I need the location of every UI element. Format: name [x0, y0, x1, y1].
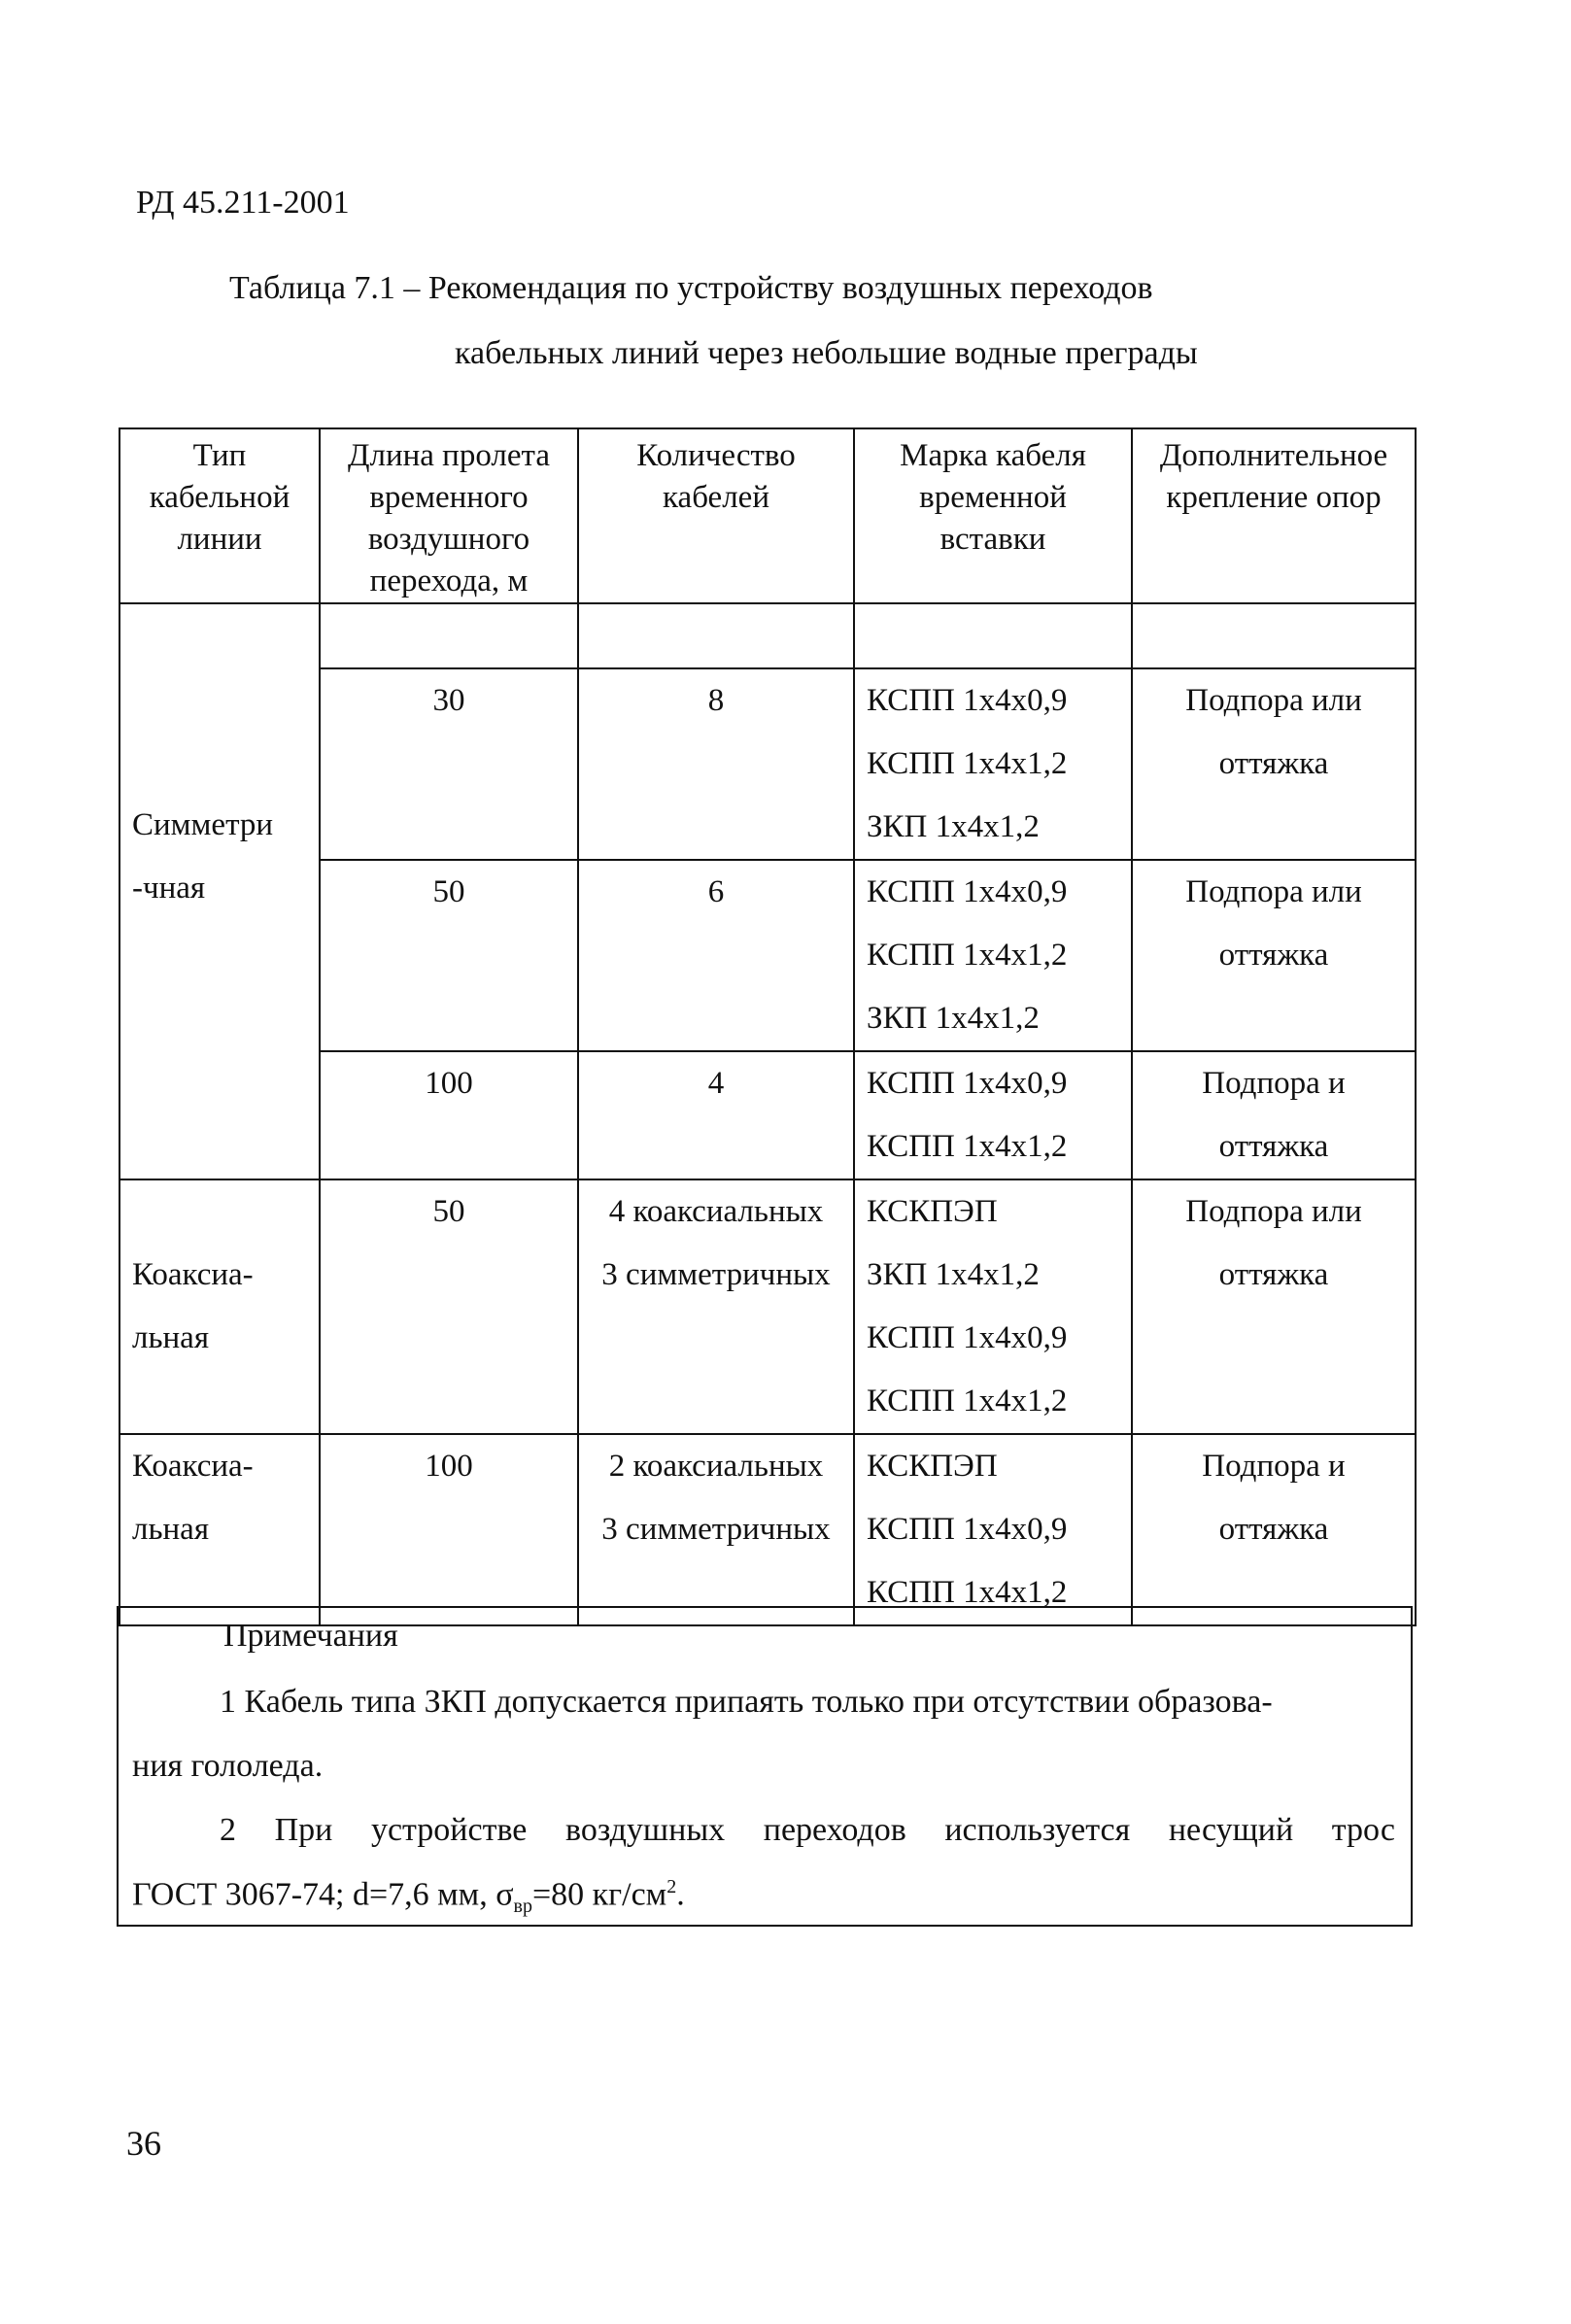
span-cell: 50: [320, 1179, 578, 1434]
document-code: РД 45.211-2001: [136, 185, 350, 221]
span-cell: 30: [320, 668, 578, 860]
type-cell-coaxial: Коаксиа- льная: [120, 1179, 320, 1434]
span-cell: 50: [320, 860, 578, 1051]
count-cell: 2 коаксиальных 3 симметричных: [578, 1434, 854, 1625]
fixing-cell: Подпора или оттяжка: [1132, 668, 1416, 860]
spacer-row: [120, 603, 1416, 668]
note-2-line1: 2 При устройстве воздушных переходов используется несущий трос: [220, 1812, 1395, 1848]
column-header-span: Длина пролета временного воздушного перехода, м: [320, 428, 578, 603]
count-cell: 4: [578, 1051, 854, 1179]
table-header-row: [120, 428, 1416, 603]
count-cell: 6: [578, 860, 854, 1051]
count-cell: 4 коаксиальных 3 симметричных: [578, 1179, 854, 1434]
table-caption-line1: Таблица 7.1 – Рекомендация по устройству воздушных переходов: [229, 270, 1153, 306]
fixing-cell: Подпора и оттяжка: [1132, 1051, 1416, 1179]
notes-title: Примечания: [223, 1618, 398, 1654]
table-row: [120, 1179, 1416, 1434]
cable-crossing-table: [119, 427, 1417, 1626]
brand-cell: КСПП 1х4х0,9 КСПП 1х4х1,2 ЗКП 1х4х1,2: [854, 668, 1132, 860]
brand-cell: КСКПЭП ЗКП 1х4х1,2 КСПП 1х4х0,9 КСПП 1х4х1,2: [854, 1179, 1132, 1434]
fixing-cell: Подпора или оттяжка: [1132, 860, 1416, 1051]
column-header-brand: Марка кабеля временной вставки: [854, 428, 1132, 603]
fixing-cell: Подпора и оттяжка: [1132, 1434, 1416, 1625]
table-row: [120, 1434, 1416, 1625]
note-1-line1: 1 Кабель типа ЗКП допускается припаять только при отсутствии образова-: [220, 1684, 1273, 1720]
table-caption-line2: кабельных линий через небольшие водные преграды: [455, 335, 1198, 371]
page-number: 36: [126, 2124, 161, 2163]
span-cell: 100: [320, 1051, 578, 1179]
notes-box: [117, 1606, 1413, 1927]
note-2-line2: ГОСТ 3067-74; d=7,6 мм, $\sigma_{вр}=80$ $кг/см^2$.: [132, 1876, 685, 1918]
type-cell-symmetric: Симметри -чная: [120, 603, 320, 1179]
count-cell: 8: [578, 668, 854, 860]
column-header-count: Количество кабелей: [578, 428, 854, 603]
column-header-fixing: Дополнительное крепление опор: [1132, 428, 1416, 603]
brand-cell: КСКПЭП КСПП 1х4х0,9 КСПП 1х4х1,2: [854, 1434, 1132, 1625]
brand-cell: КСПП 1х4х0,9 КСПП 1х4х1,2: [854, 1051, 1132, 1179]
fixing-cell: Подпора или оттяжка: [1132, 1179, 1416, 1434]
brand-cell: КСПП 1х4х0,9 КСПП 1х4х1,2 ЗКП 1х4х1,2: [854, 860, 1132, 1051]
column-header-type: Тип кабельной линии: [120, 428, 320, 603]
span-cell: 100: [320, 1434, 578, 1625]
type-cell-coaxial: Коаксиа- льная: [120, 1434, 320, 1625]
note-1-line2: ния гололеда.: [132, 1748, 324, 1784]
